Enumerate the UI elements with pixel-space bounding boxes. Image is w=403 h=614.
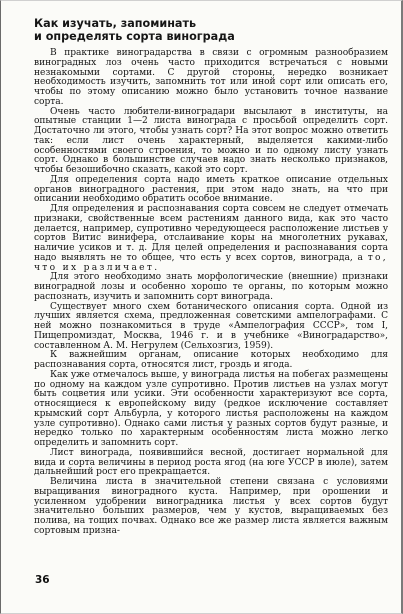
emphasized-text: то, что их различает <box>34 252 388 273</box>
section-title <box>34 17 388 43</box>
paragraph: Величина листа в значительной степени связана с условиями выращивания виноградного куста. Например, при орошении и усиленном удобрении виноградника листья у всех сортов будут значительно больших размеров, чем у кустов, выращиваемых без полива, на тощих почвах. Однако все же размер листа является важным сортовым призна- <box>34 477 388 536</box>
page-number: 36 <box>35 574 50 586</box>
paragraph: В практике виноградарства в связи с огромным разнообразием виноградных лоз очень часто приходится встречаться с новыми незнакомыми сортами. С другой стороны, нередко возникает необходимость изучить, запомнить тот или иной сорт или описать его, чтобы по этому описанию можно было установить точное название сорта. <box>34 48 388 107</box>
page-content <box>34 17 388 537</box>
paragraph: Лист винограда, появившийся весной, достигает нормальной для вида и сорта величины в период роста ягод (на юге УССР в июле), затем дальнейший рост его прекращается. <box>34 447 388 478</box>
section-title-line-1: Как изучать, запоминать <box>34 17 197 30</box>
paragraph: Для этого необходимо знать морфологические (внешние) признаки виноградной лозы и особенно хорошо те органы, по которым можно распознать, изучить и запомнить сорт винограда. <box>34 272 388 302</box>
paragraph: Существует много схем ботанического описания сорта. Одной из лучших является схема, предложенная советскими ампелографами. С ней можно познакомиться в труде «Ампелография СССР», том I, Пищепромиздат, Москва, 1946 г. и в учебнике «Виноградарство», составленном А. М. Негрулем (Сельхозгиз, 1959). <box>34 301 388 351</box>
paragraph-sort-features: Для определения и распознавания сорта совсем не следует отмечать признаки, свойственные всем растениям данного вида, как это часто делается, например, супротивно чередующееся расположение листьев у сортов Витис винифера, отслаивание коры на многолетних рукавах, наличие усиков и т. д. Для целей определения и распознавания сорта надо выявлять не то общее, что есть у всех сортов, винограда, а то, что их различает. <box>34 204 388 273</box>
section-title-line-2: и определять сорта винограда <box>34 30 235 43</box>
paragraph: Как уже отмечалось выше, у винограда листья на побегах размещены по одному на каждом узле супротивно. Против листьев на узлах могут быть соцветия или усики. Эти особенности характеризуют все сорта, относящиеся к европейскому виду (редкое исключение составляет крымский сорт Альбурла, у которого листья расположены на каждом узле супротивно). Однако сами листья у разных сортов будут разные, и нередко только по характерным особенностям листа можно легко определить и запомнить сорт. <box>34 369 388 448</box>
paragraph: Для определения сорта надо иметь краткое описание отдельных органов виноградного растения, при этом надо знать, на что при описании необходимо обратить особое внимание. <box>34 174 388 205</box>
paragraph: Очень часто любители-виноградари высылают в институты, на опытные станции 1—2 листа винограда с просьбой определить сорт. Достаточно ли этого, чтобы узнать сорт? На этот вопрос можно ответить так: если лист очень характерный, выделяется какими-либо особенностями своего строения, то можно и по одному листу узнать сорт. Однако в большинстве случаев надо знать несколько признаков, чтобы безошибочно сказать, какой это сорт. <box>34 106 388 175</box>
paragraph: К важнейшим органам, описание которых необходимо для распознавания сорта, относятся лист, гроздь и ягода. <box>34 350 388 370</box>
